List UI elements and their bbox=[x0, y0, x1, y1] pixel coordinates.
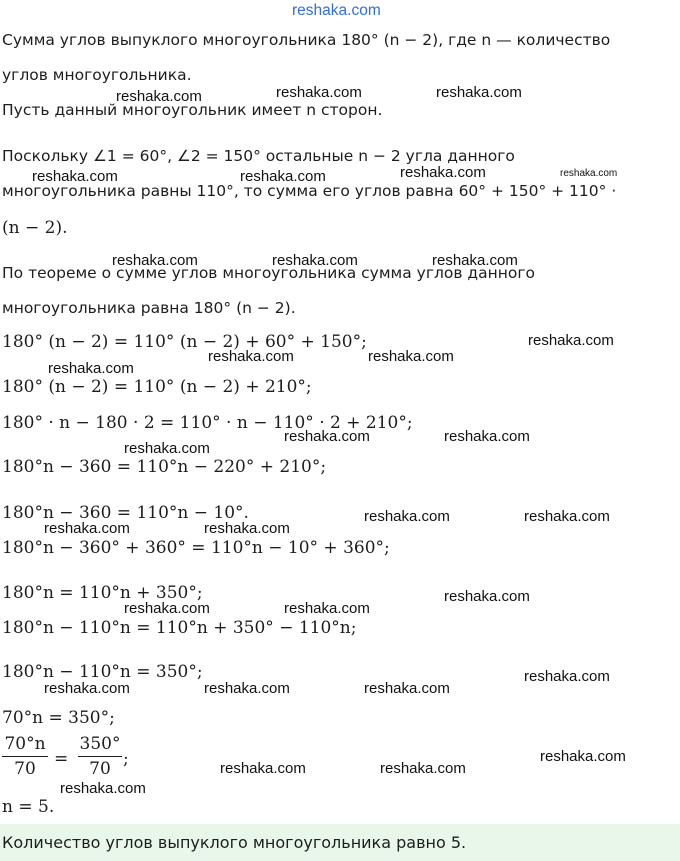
watermark: reshaka.com bbox=[124, 600, 210, 617]
watermark: reshaka.com bbox=[368, 348, 454, 365]
watermark: reshaka.com bbox=[528, 332, 614, 349]
watermark: reshaka.com bbox=[44, 520, 130, 537]
equation-3: 180° · n − 180 · 2 = 110° · n − 110° · 2 + 210°; bbox=[2, 413, 413, 433]
watermark: reshaka.com bbox=[48, 360, 134, 377]
watermark: reshaka.com bbox=[276, 84, 362, 101]
text-line-3: Пусть данный многоугольник имеет n сторон. bbox=[2, 101, 383, 119]
watermark: reshaka.com bbox=[560, 168, 618, 179]
equation-7: 180°n = 110°n + 350°; bbox=[2, 583, 203, 603]
watermark: reshaka.com bbox=[272, 252, 358, 269]
watermark: reshaka.com bbox=[44, 680, 130, 697]
text-line-4: Поскольку ∠1 = 60°, ∠2 = 150° остальные n − 2 угла данного bbox=[2, 147, 515, 165]
site-watermark-top: reshaka.com bbox=[292, 2, 381, 19]
watermark: reshaka.com bbox=[444, 588, 530, 605]
text-line-1: Сумма углов выпуклого многоугольника 180° (n − 2), где n — количество bbox=[2, 31, 611, 49]
watermark: reshaka.com bbox=[284, 600, 370, 617]
watermark: reshaka.com bbox=[124, 440, 210, 457]
equation-5: 180°n − 360 = 110°n − 10°. bbox=[2, 503, 249, 523]
watermark: reshaka.com bbox=[284, 428, 370, 445]
fraction-left bbox=[2, 734, 48, 779]
equation-4: 180°n − 360 = 110°n − 220° + 210°; bbox=[2, 457, 327, 477]
watermark: reshaka.com bbox=[208, 348, 294, 365]
fraction-left-denominator: 70 bbox=[14, 759, 36, 779]
watermark: reshaka.com bbox=[524, 508, 610, 525]
watermark: reshaka.com bbox=[220, 760, 306, 777]
equation-8: 180°n − 110°n = 110°n + 350° − 110°n; bbox=[2, 618, 357, 638]
watermark: reshaka.com bbox=[524, 668, 610, 685]
fraction-right bbox=[78, 734, 122, 779]
fraction-left-numerator: 70°n bbox=[4, 734, 46, 754]
fraction-left-bar bbox=[2, 756, 48, 757]
watermark: reshaka.com bbox=[112, 252, 198, 269]
text-line-6: (n − 2). bbox=[2, 218, 68, 238]
equation-6: 180°n − 360° + 360° = 110°n − 10° + 360°; bbox=[2, 538, 390, 558]
text-line-7: По теореме о сумме углов многоугольника сумма углов данного bbox=[2, 264, 536, 282]
answer-text: Количество углов выпуклого многоугольника равно 5. bbox=[2, 833, 467, 852]
watermark: reshaka.com bbox=[540, 748, 626, 765]
text-line-5: многоугольника равны 110°, то сумма его углов равна 60° + 150° + 110° · bbox=[2, 182, 617, 200]
text-line-2: углов многоугольника. bbox=[2, 66, 192, 84]
watermark: reshaka.com bbox=[240, 168, 326, 185]
watermark: reshaka.com bbox=[364, 508, 450, 525]
watermark: reshaka.com bbox=[32, 168, 118, 185]
watermark: reshaka.com bbox=[204, 520, 290, 537]
watermark: reshaka.com bbox=[432, 252, 518, 269]
watermark: reshaka.com bbox=[364, 680, 450, 697]
watermark: reshaka.com bbox=[444, 428, 530, 445]
equation-10: 70°n = 350°; bbox=[2, 708, 115, 728]
watermark: reshaka.com bbox=[204, 680, 290, 697]
text-line-8: многоугольника равна 180° (n − 2). bbox=[2, 299, 296, 317]
equation-9: 180°n − 110°n = 350°; bbox=[2, 662, 203, 682]
fraction-right-numerator: 350° bbox=[79, 734, 121, 754]
fraction-semicolon: ; bbox=[123, 749, 129, 769]
watermark: reshaka.com bbox=[436, 84, 522, 101]
equation-11: n = 5. bbox=[2, 797, 55, 817]
equation-2: 180° (n − 2) = 110° (n − 2) + 210°; bbox=[2, 377, 312, 397]
equation-1: 180° (n − 2) = 110° (n − 2) + 60° + 150°; bbox=[2, 332, 367, 352]
fraction-equals: = bbox=[54, 749, 69, 769]
fraction-right-bar bbox=[78, 756, 122, 757]
watermark: reshaka.com bbox=[400, 164, 486, 181]
answer-banner bbox=[0, 824, 680, 861]
watermark: reshaka.com bbox=[380, 760, 466, 777]
fraction-right-denominator: 70 bbox=[89, 759, 111, 779]
watermark: reshaka.com bbox=[60, 780, 146, 797]
watermark: reshaka.com bbox=[116, 88, 202, 105]
